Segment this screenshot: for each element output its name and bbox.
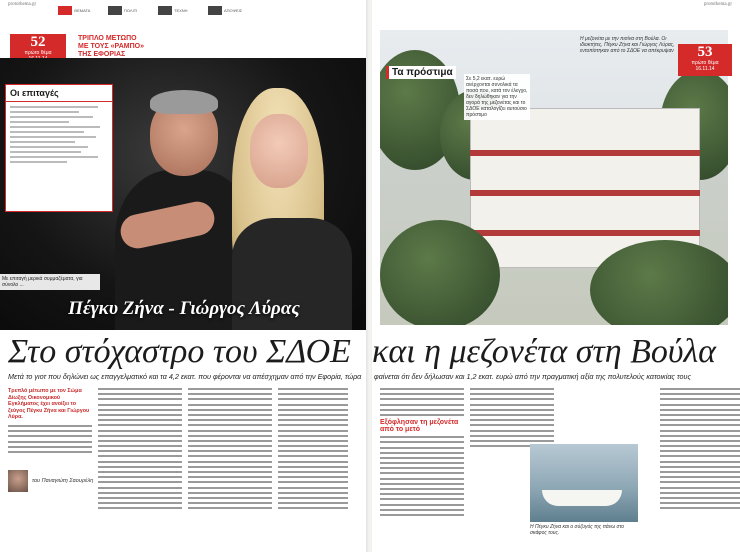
nav-item: ΑΠΟΨΕΙΣ [208, 6, 252, 15]
page-sub: πρώτο θέμα [24, 50, 52, 56]
boat-caption: Η Πέγκυ Ζήνα και ο σύζυγός της πάνω στο σκάφος τους. [530, 524, 625, 536]
lead-paragraph: Τρεπλό μέτωπο με τον Σώμα Δίωξης Οικονομικού Εγκλήματος έχει ανοίξει το ζεύγος Πέγκυ Ζήνα και Γιώργου Λύρα. [8, 388, 90, 421]
photo-signature: Πέγκυ Ζήνα - Γιώργος Λύρας [68, 298, 300, 319]
page-number-badge [678, 44, 732, 76]
headline-left: Στο στόχαστρο του ΣΔΟΕ [8, 333, 351, 370]
deck-left: Μετά το γιοτ που δηλώνει ως επαγγελματικό και τα 4,2 εκατ. που φέρονται να απέσχημαν από την Εφορία, τώρα [8, 372, 362, 381]
section-nav [58, 6, 252, 15]
kicker: ΤΡΙΠΛΟ ΜΕΤΩΠΟ ΜΕ ΤΟΥΣ «ΡΑΜΠΟ» ΤΗΣ ΕΦΟΡΙΑΣ [78, 35, 144, 58]
villa-photo [380, 30, 728, 325]
left-page [0, 0, 368, 552]
headline-right: και η μεζονέτα στη Βούλα [372, 333, 717, 370]
deck-right: φαίνεται ότι δεν δήλωσαν και 1,2 εκατ. ευρώ από την πραγματική αξία της πολυτελούς κατοικίας τους [374, 372, 691, 381]
sidebar-checks [5, 84, 113, 212]
photo-caption: Με επιταγή μερικά συμμαζέματα, για σύνολο ... [0, 274, 100, 290]
info-card: Σε 5,2 εκατ. ευρώ ανέρχονται συνολικά τα ποσά που, κατά τον έλεγχο, δεν δηλώθηκαν για την αγορά της μεζονέτας και το ΣΔΟΕ καταλογίζει αυτούσιο πρόστιμο [464, 74, 530, 120]
document-image [6, 102, 112, 170]
boat-photo [530, 444, 638, 522]
photo-caption: Η μεζονέτα με την πισίνα στη Βούλα. Οι ιδιοκτήτες, Πέγκυ Ζήνα και Γιώργος Λύρας, εντοπίστηκαν από το ΣΔΟΕ να απέκρυψαν [580, 36, 675, 54]
site-tag: protothema.gr [8, 2, 37, 7]
byline [8, 470, 93, 492]
left-body-columns [8, 388, 348, 513]
sidebar-title: Οι επιταγές [6, 85, 112, 102]
author-photo [8, 470, 28, 492]
nav-item: ΤΕΧΝΗ [158, 6, 202, 15]
section-title: Τα πρόστιμα [386, 66, 456, 79]
site-tag: protothema.gr [703, 2, 732, 7]
subhead: Εξόφλησαν τη μεζονέτα από το μετό [380, 419, 459, 434]
page-sub: πρώτο θέμα [691, 60, 719, 66]
right-page [372, 0, 740, 552]
page-number: 52 [30, 34, 46, 50]
author-name: του Παναγιώτη Σαουρέλη [32, 478, 94, 484]
nav-item: ΠΟΛΙΤΙ [108, 6, 152, 15]
nav-item: ΘΕΜΑΤΑ [58, 6, 102, 15]
page-number: 53 [697, 44, 713, 60]
page-date: 16.11.14 [695, 66, 715, 72]
